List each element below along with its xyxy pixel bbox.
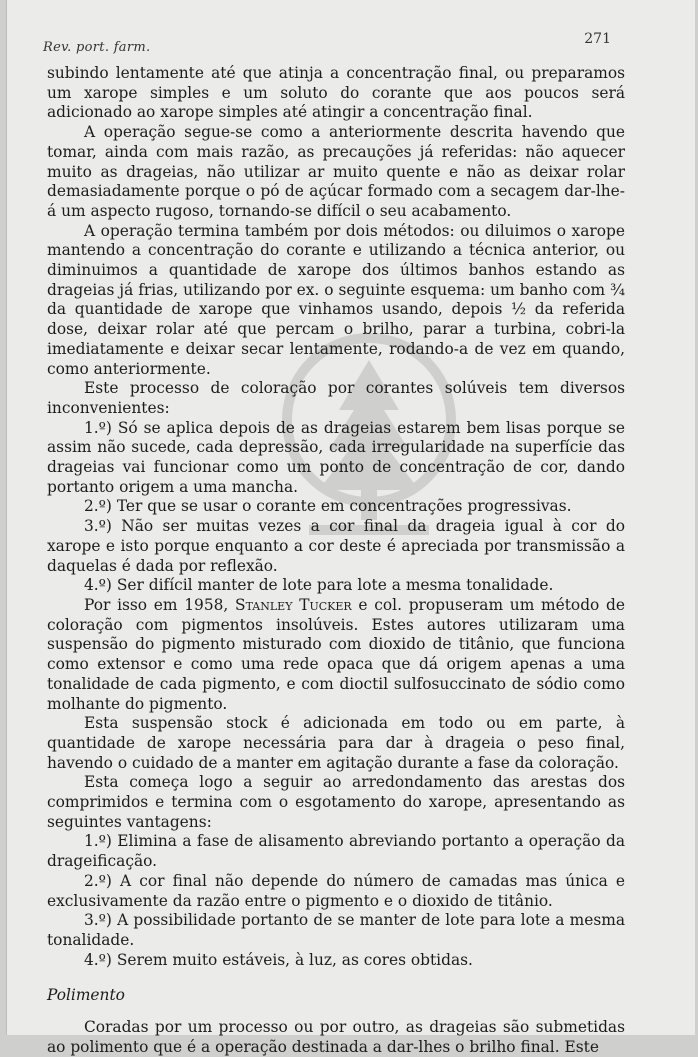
body-text xyxy=(47,64,625,1057)
paragraph: Este processo de coloração por corantes solúveis tem diversos inconvenientes: xyxy=(47,379,625,417)
list-item: 4.º) Ser difícil manter de lote para lote a mesma tonalidade. xyxy=(84,576,554,595)
author-name: Stanley Tucker xyxy=(235,595,352,614)
list-item: 1.º) Só se aplica depois de as drageias estarem bem lisas porque se assim não sucede, cada depressão, cada irregularidade na superfície das drageias vai funcionar como um ponto de concentração de cor, dando portanto origem a uma mancha. xyxy=(47,418,625,496)
list-item: 3.º) Não ser muitas vezes a cor final da drageia igual à cor do xarope e isto porque enquanto a cor deste é apreciada por transmissão a daquelas é dada por reflexão. xyxy=(47,517,625,575)
paragraph-tucker: Por isso em 1958, Stanley Tucker e col. propuseram um método de coloração com pigmentos insolúveis. Estes autores utilizaram uma suspensão do pigmento misturado com dioxido de titânio, que funciona como extensor e como uma rede opaca que dá origem apenas a uma tonalidade de cada pigmento, e com dioctil sulfosuccinato de sódio como molhante do pigmento. xyxy=(47,595,626,713)
journal-title: Rev. port. farm. xyxy=(43,40,151,55)
paragraph: Coradas por um processo ou por outro, as drageias são submetidas ao polimento que é a operação destinada a dar-lhes o brilho final. Este xyxy=(47,1018,625,1056)
list-item: 4.º) Serem muito estáveis, à luz, as cores obtidas. xyxy=(84,950,473,969)
page-number: 271 xyxy=(584,31,611,47)
paragraph: Esta suspensão stock é adicionada em todo ou em parte, à quantidade de xarope necessária para dar à drageia o peso final, havendo o cuidado de a manter em agitação durante a fase da coloração. xyxy=(47,714,625,772)
list-item: 2.º) Ter que se usar o corante em concentrações progressivas. xyxy=(84,497,572,516)
section-heading: Polimento xyxy=(47,986,125,1005)
list-item: 3.º) A possibilidade portanto de se manter de lote para lote a mesma tonalidade. xyxy=(47,911,625,949)
document-page xyxy=(6,0,695,1056)
paragraph: A operação segue-se como a anteriormente descrita havendo que tomar, ainda com mais razão, as precauções já referidas: não aquecer muito as drageias, não utilizar ar muito quente e não as deixar rolar demasiadamente porque o pó de açúcar formado com a secagem dar-lhe-á um aspecto rugoso, tornando-se difícil o seu acabamento. xyxy=(47,123,625,220)
paragraph: subindo lentamente até que atinja a concentração final, ou preparamos um xarope simples e um soluto do corante que aos poucos será adicionado ao xarope simples até atingir a concentração final. xyxy=(47,64,625,122)
list-item: 2.º) A cor final não depende do número de camadas mas única e exclusivamente da razão entre o pigmento e o dioxido de titânio. xyxy=(47,871,625,910)
list-item: 1.º) Elimina a fase de alisamento abreviando portanto a operação da drageificação. xyxy=(47,832,625,871)
paragraph: Esta começa logo a seguir ao arredondamento das arestas dos comprimidos e termina com o esgotamento do xarope, apresentando as seguintes vantagens: xyxy=(47,773,625,831)
paragraph: A operação termina também por dois métodos: ou diluimos o xarope mantendo a concentração do corante e utilizando a técnica anterior, ou diminuimos a quantidade de xarope dos últimos banhos estando as drageias já frias, utilizando por ex. o seguinte esquema: um banho com ¾ da quantidade de xarope que vinhamos usando, depois ½ da referida dose, deixar rolar até que percam o brilho, parar a turbina, cobri-la imediatamente e deixar secar lentamente, rodando-a de vez em quando, como anteriormente. xyxy=(47,221,625,378)
running-header xyxy=(39,28,655,55)
